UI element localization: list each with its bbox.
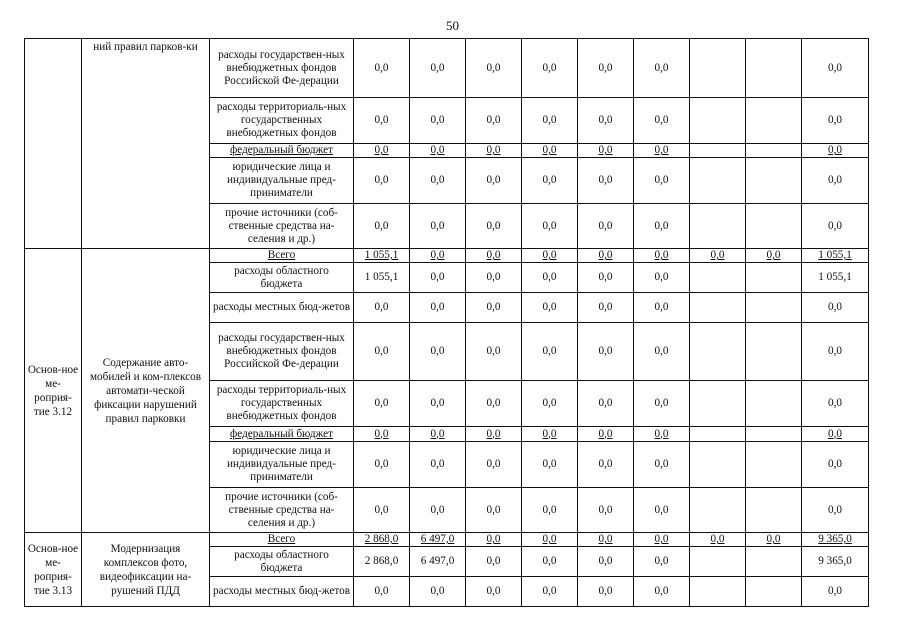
value-cell: 0,0	[410, 98, 466, 144]
funding-source-cell: прочие источники (соб-ственные средства на-селения и др.)	[210, 488, 354, 533]
total-value-cell: 0,0	[802, 427, 869, 442]
value-cell: 0,0	[466, 381, 522, 427]
value-cell: 0,0	[634, 293, 690, 323]
value-cell: 0,0	[522, 249, 578, 263]
total-value-cell: 9 365,0	[802, 547, 869, 577]
value-cell	[690, 488, 746, 533]
value-cell: 0,0	[410, 144, 466, 158]
funding-source-cell: федеральный бюджет	[210, 427, 354, 442]
value-cell: 1 055,1	[354, 249, 410, 263]
value-cell: 0,0	[522, 204, 578, 249]
value-cell: 0,0	[690, 249, 746, 263]
value-cell: 0,0	[634, 158, 690, 204]
total-value-cell: 0,0	[802, 204, 869, 249]
value-cell: 0,0	[522, 577, 578, 607]
value-cell	[690, 263, 746, 293]
value-cell: 0,0	[578, 427, 634, 442]
funding-source-cell: юридические лица и индивидуальные пред-приниматели	[210, 158, 354, 204]
page-number: 50	[446, 18, 459, 33]
funding-source-cell: расходы местных бюд-жетов	[210, 293, 354, 323]
event-name-cell: Содержание авто-мобилей и ком-плексов автомати-ческой фиксации нарушений правил парковки	[82, 249, 210, 533]
value-cell	[746, 442, 802, 488]
value-cell	[690, 204, 746, 249]
total-value-cell: 0,0	[802, 488, 869, 533]
total-value-cell: 0,0	[802, 381, 869, 427]
value-cell: 0,0	[354, 144, 410, 158]
value-cell: 0,0	[634, 98, 690, 144]
value-cell: 0,0	[410, 427, 466, 442]
funding-source-cell: Всего	[210, 533, 354, 547]
value-cell: 0,0	[354, 98, 410, 144]
total-value-cell: 0,0	[802, 323, 869, 381]
funding-source-cell: расходы государствен-ных внебюджетных фондов Российской Фе-дерации	[210, 323, 354, 381]
funding-source-cell: Всего	[210, 249, 354, 263]
value-cell	[746, 144, 802, 158]
total-value-cell: 0,0	[802, 293, 869, 323]
value-cell: 0,0	[634, 249, 690, 263]
event-cell: Основ-ное ме-роприя-тие 3.13	[25, 533, 82, 607]
value-cell: 6 497,0	[410, 547, 466, 577]
value-cell: 0,0	[466, 39, 522, 98]
value-cell: 0,0	[522, 158, 578, 204]
value-cell: 0,0	[578, 98, 634, 144]
value-cell: 0,0	[634, 488, 690, 533]
value-cell	[690, 381, 746, 427]
value-cell: 0,0	[410, 381, 466, 427]
value-cell: 6 497,0	[410, 533, 466, 547]
value-cell: 0,0	[746, 249, 802, 263]
value-cell: 0,0	[522, 323, 578, 381]
total-value-cell: 0,0	[802, 144, 869, 158]
value-cell: 0,0	[522, 547, 578, 577]
value-cell: 0,0	[634, 39, 690, 98]
value-cell: 1 055,1	[354, 263, 410, 293]
value-cell	[690, 427, 746, 442]
value-cell: 0,0	[634, 323, 690, 381]
funding-source-cell: расходы государствен-ных внебюджетных фондов Российской Фе-дерации	[210, 39, 354, 98]
total-value-cell: 0,0	[802, 39, 869, 98]
value-cell: 0,0	[354, 381, 410, 427]
value-cell	[746, 158, 802, 204]
value-cell: 2 868,0	[354, 547, 410, 577]
value-cell: 0,0	[466, 533, 522, 547]
value-cell: 0,0	[410, 39, 466, 98]
value-cell: 0,0	[354, 442, 410, 488]
value-cell: 0,0	[634, 427, 690, 442]
table-row	[25, 249, 869, 263]
value-cell: 0,0	[634, 547, 690, 577]
value-cell: 0,0	[410, 293, 466, 323]
value-cell: 0,0	[466, 263, 522, 293]
funding-source-cell: юридические лица и индивидуальные пред-приниматели	[210, 442, 354, 488]
total-value-cell: 1 055,1	[802, 263, 869, 293]
value-cell: 0,0	[466, 577, 522, 607]
value-cell: 0,0	[466, 323, 522, 381]
value-cell: 0,0	[578, 442, 634, 488]
value-cell	[746, 98, 802, 144]
value-cell: 0,0	[578, 263, 634, 293]
budget-table	[24, 38, 869, 607]
total-value-cell: 0,0	[802, 158, 869, 204]
value-cell	[690, 293, 746, 323]
value-cell	[746, 577, 802, 607]
value-cell: 0,0	[746, 533, 802, 547]
funding-source-cell: прочие источники (соб-ственные средства на-селения и др.)	[210, 204, 354, 249]
value-cell: 0,0	[522, 427, 578, 442]
total-value-cell: 9 365,0	[802, 533, 869, 547]
value-cell	[746, 204, 802, 249]
value-cell: 0,0	[410, 577, 466, 607]
value-cell	[690, 158, 746, 204]
value-cell: 0,0	[466, 249, 522, 263]
value-cell: 2 868,0	[354, 533, 410, 547]
total-value-cell: 0,0	[802, 98, 869, 144]
value-cell	[746, 39, 802, 98]
event-cell: Основ-ное ме-роприя-тие 3.12	[25, 249, 82, 533]
value-cell: 0,0	[466, 144, 522, 158]
funding-source-cell: расходы территориаль-ных государственных внебюджетных фондов	[210, 381, 354, 427]
value-cell: 0,0	[522, 293, 578, 323]
value-cell: 0,0	[578, 144, 634, 158]
value-cell	[690, 547, 746, 577]
value-cell	[746, 488, 802, 533]
value-cell: 0,0	[410, 158, 466, 204]
value-cell: 0,0	[634, 144, 690, 158]
value-cell: 0,0	[522, 488, 578, 533]
table-row	[25, 39, 869, 98]
value-cell: 0,0	[410, 249, 466, 263]
value-cell	[746, 381, 802, 427]
value-cell: 0,0	[634, 533, 690, 547]
value-cell: 0,0	[466, 427, 522, 442]
event-name-cell: Модернизация комплексов фото, видеофиксации на-рушений ПДД	[82, 533, 210, 607]
value-cell: 0,0	[634, 577, 690, 607]
value-cell: 0,0	[410, 442, 466, 488]
value-cell: 0,0	[522, 263, 578, 293]
value-cell	[746, 427, 802, 442]
value-cell: 0,0	[354, 158, 410, 204]
value-cell	[746, 293, 802, 323]
value-cell: 0,0	[578, 39, 634, 98]
value-cell	[690, 323, 746, 381]
value-cell: 0,0	[578, 323, 634, 381]
value-cell: 0,0	[466, 293, 522, 323]
value-cell: 0,0	[522, 381, 578, 427]
value-cell: 0,0	[466, 158, 522, 204]
value-cell: 0,0	[578, 249, 634, 263]
value-cell: 0,0	[354, 577, 410, 607]
value-cell: 0,0	[466, 488, 522, 533]
value-cell: 0,0	[578, 577, 634, 607]
value-cell	[746, 263, 802, 293]
value-cell: 0,0	[578, 533, 634, 547]
table-row	[25, 533, 869, 547]
funding-source-cell: расходы территориаль-ных государственных внебюджетных фондов	[210, 98, 354, 144]
value-cell: 0,0	[690, 533, 746, 547]
value-cell: 0,0	[466, 204, 522, 249]
funding-source-cell: федеральный бюджет	[210, 144, 354, 158]
funding-source-cell: расходы областного бюджета	[210, 263, 354, 293]
value-cell	[690, 98, 746, 144]
total-value-cell: 0,0	[802, 577, 869, 607]
value-cell: 0,0	[522, 39, 578, 98]
value-cell: 0,0	[354, 39, 410, 98]
total-value-cell: 1 055,1	[802, 249, 869, 263]
value-cell: 0,0	[578, 293, 634, 323]
value-cell: 0,0	[578, 381, 634, 427]
funding-source-cell: расходы местных бюд-жетов	[210, 577, 354, 607]
value-cell: 0,0	[354, 293, 410, 323]
value-cell: 0,0	[354, 427, 410, 442]
event-cell	[25, 39, 82, 249]
value-cell: 0,0	[354, 488, 410, 533]
value-cell: 0,0	[522, 98, 578, 144]
value-cell: 0,0	[466, 98, 522, 144]
value-cell: 0,0	[410, 263, 466, 293]
value-cell	[746, 547, 802, 577]
value-cell: 0,0	[634, 263, 690, 293]
value-cell: 0,0	[634, 204, 690, 249]
budget-table-body	[25, 39, 869, 607]
value-cell: 0,0	[578, 158, 634, 204]
value-cell: 0,0	[522, 144, 578, 158]
total-value-cell: 0,0	[802, 442, 869, 488]
value-cell: 0,0	[578, 488, 634, 533]
value-cell	[746, 323, 802, 381]
event-name-cell: ний правил парков-ки	[82, 39, 210, 249]
value-cell: 0,0	[578, 547, 634, 577]
value-cell	[690, 39, 746, 98]
value-cell: 0,0	[410, 323, 466, 381]
value-cell: 0,0	[410, 488, 466, 533]
value-cell: 0,0	[410, 204, 466, 249]
value-cell: 0,0	[634, 442, 690, 488]
value-cell: 0,0	[578, 204, 634, 249]
value-cell: 0,0	[466, 442, 522, 488]
value-cell: 0,0	[634, 381, 690, 427]
value-cell: 0,0	[354, 323, 410, 381]
value-cell	[690, 144, 746, 158]
funding-source-cell: расходы областного бюджета	[210, 547, 354, 577]
value-cell	[690, 577, 746, 607]
value-cell: 0,0	[522, 533, 578, 547]
value-cell: 0,0	[522, 442, 578, 488]
value-cell: 0,0	[466, 547, 522, 577]
value-cell	[690, 442, 746, 488]
value-cell: 0,0	[354, 204, 410, 249]
